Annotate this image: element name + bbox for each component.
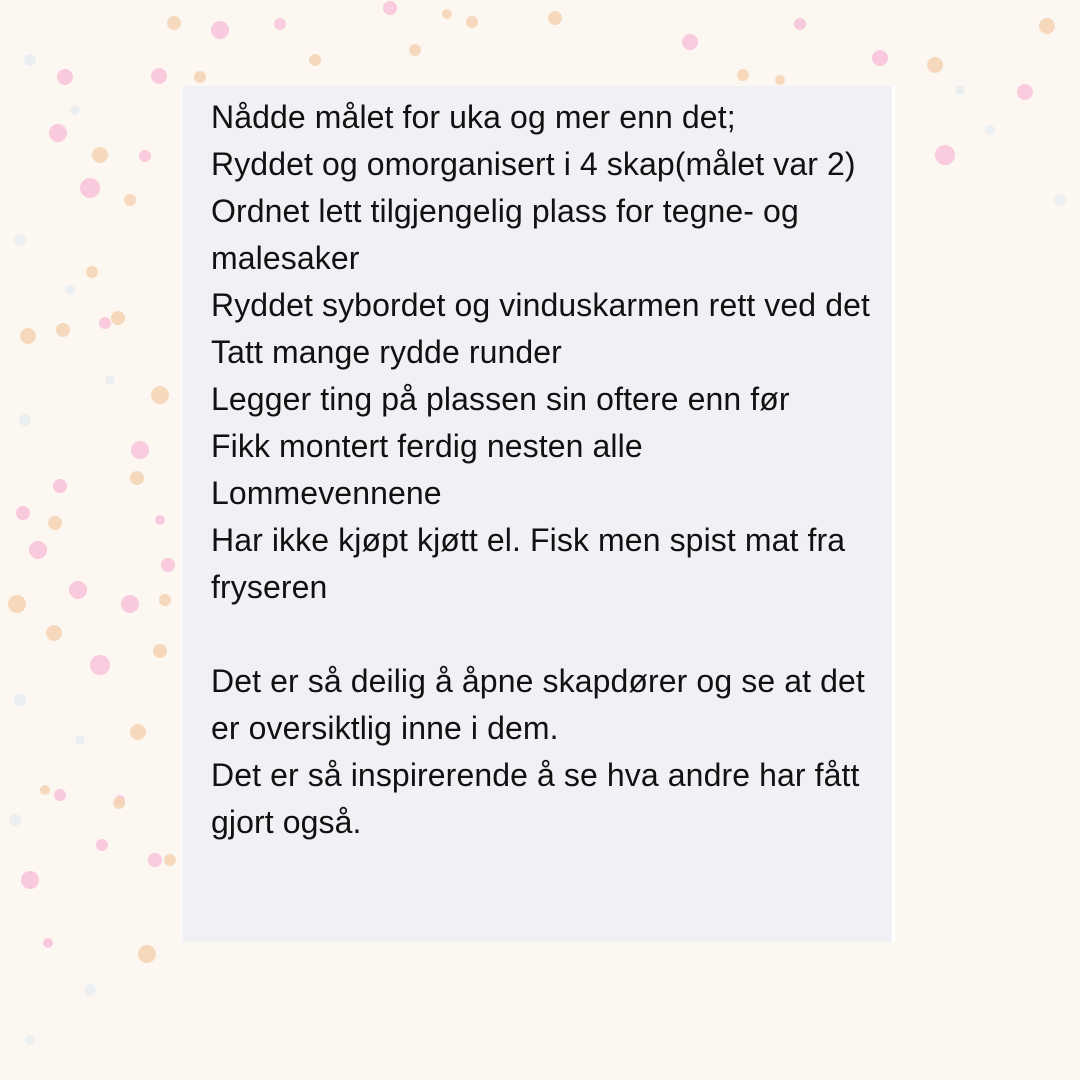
message-card: [181, 86, 895, 942]
message-line: Ordnet lett tilgjengelig plass for tegne- og malesaker: [211, 193, 799, 276]
message-line: Ryddet sybordet og vinduskarmen rett ved det: [211, 287, 870, 323]
message-line: Ryddet og omorganisert i 4 skap(målet var 2): [211, 146, 856, 182]
message-text: [211, 94, 881, 846]
message-line: Nådde målet for uka og mer enn det;: [211, 99, 736, 135]
paragraph-gap: [211, 611, 881, 658]
message-line: Legger ting på plassen sin oftere enn før: [211, 381, 790, 417]
message-line: Det er så inspirerende å se hva andre har fått gjort også.: [211, 757, 860, 840]
message-line: Tatt mange rydde runder: [211, 334, 562, 370]
message-line: Det er så deilig å åpne skapdører og se at det er oversiktlig inne i dem.: [211, 663, 865, 746]
message-line: Har ikke kjøpt kjøtt el. Fisk men spist mat fra fryseren: [211, 522, 846, 605]
message-line: Fikk montert ferdig nesten alle Lommevennene: [211, 428, 643, 511]
